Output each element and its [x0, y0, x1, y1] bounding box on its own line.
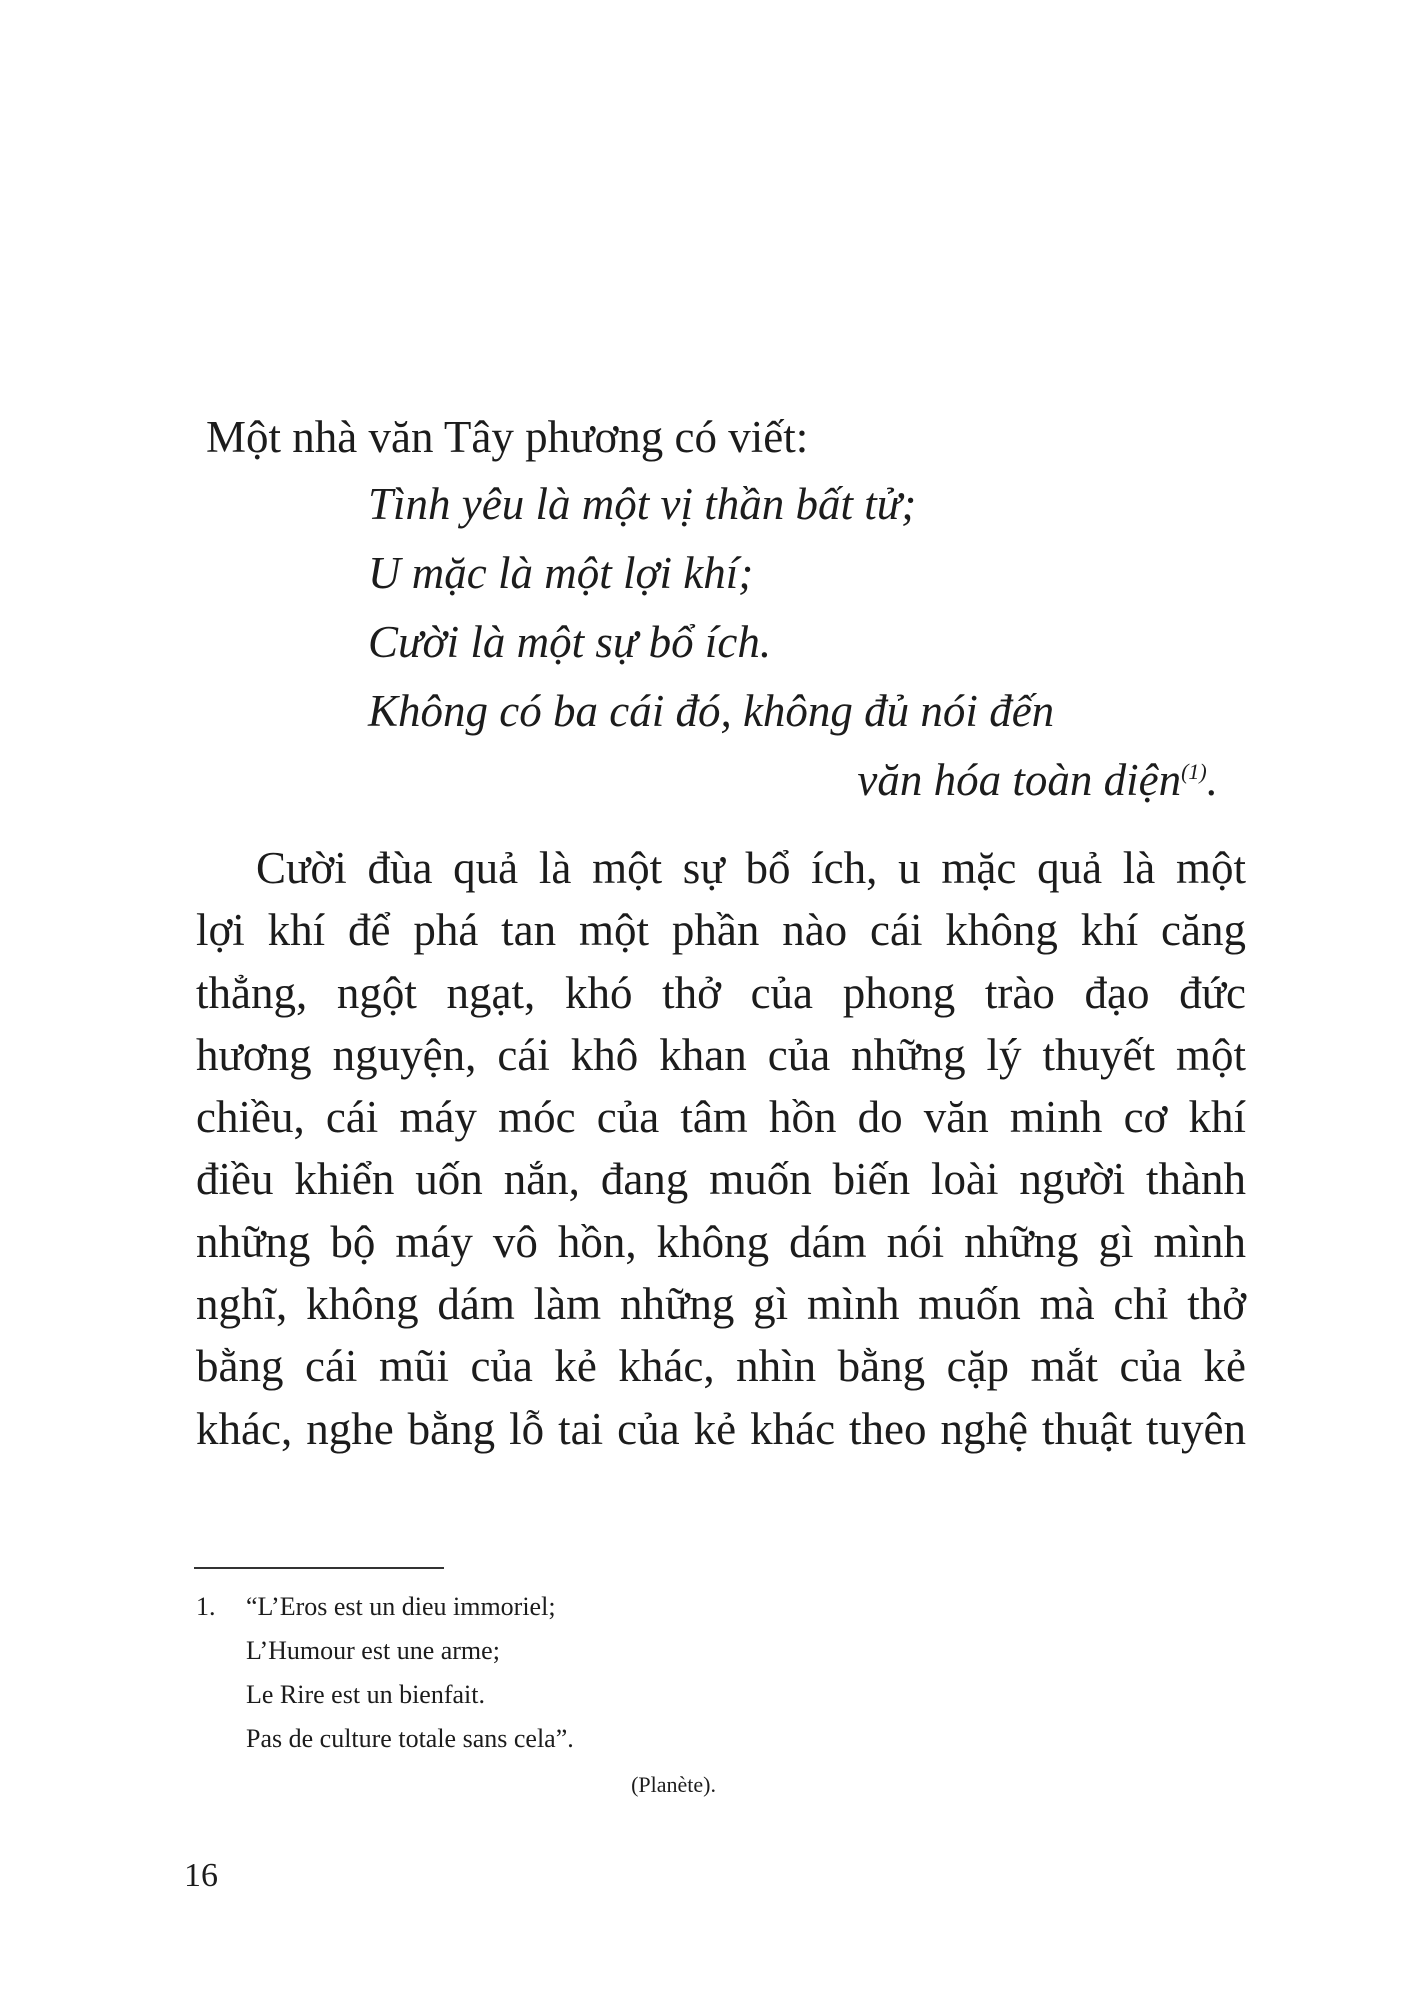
poem-line: U mặc là một lợi khí; — [368, 548, 754, 598]
paragraph-line: hương nguyện, cái khô khan của những lý thuyết một — [196, 1029, 1246, 1080]
paragraph-line: chiều, cái máy móc của tâm hồn do văn minh cơ khí — [196, 1092, 1246, 1143]
poem-last-line-end: . — [1206, 755, 1218, 805]
page-number: 16 — [184, 1857, 218, 1894]
paragraph-line: thẳng, ngột ngạt, khó thở của phong trào đạo đức — [196, 967, 1246, 1018]
footnote-number: 1. — [196, 1592, 216, 1621]
footnote-source: (Planète). — [631, 1772, 716, 1797]
poem-last-line — [368, 746, 1228, 815]
footnote-divider — [194, 1567, 444, 1569]
poem-last-line-text: văn hóa toàn diện — [857, 755, 1182, 805]
footnote-line: Pas de culture totale sans cela”. — [246, 1724, 574, 1753]
paragraph-line: lợi khí để phá tan một phần nào cái không khí căng — [196, 905, 1246, 956]
footnote-line: “L’Eros est un dieu immoriel; — [246, 1592, 556, 1621]
paragraph-line: nghĩ, không dám làm những gì mình muốn mà chỉ thở — [196, 1279, 1246, 1330]
intro-line: Một nhà văn Tây phương có viết: — [206, 412, 809, 462]
poem-quote — [368, 470, 1228, 815]
paragraph-line: điều khiển uốn nắn, đang muốn biến loài người thành — [196, 1154, 1246, 1205]
footnote-reference: (1) — [1181, 759, 1207, 784]
paragraph-line: những bộ máy vô hồn, không dám nói những gì mình — [196, 1216, 1246, 1267]
poem-line: Tình yêu là một vị thần bất tử; — [368, 479, 917, 529]
body-paragraph — [196, 837, 1246, 1460]
footnote-line: L’Humour est une arme; — [246, 1636, 500, 1665]
poem-line: Không có ba cái đó, không đủ nói đến — [368, 686, 1055, 736]
paragraph-line: khác, nghe bằng lỗ tai của kẻ khác theo nghệ thuật tuyên — [196, 1403, 1246, 1454]
paragraph-line: bằng cái mũi của kẻ khác, nhìn bằng cặp mắt của kẻ — [196, 1341, 1246, 1392]
footnote-line: Le Rire est un bienfait. — [246, 1680, 485, 1709]
paragraph-line: Cười đùa quả là một sự bổ ích, u mặc quả là một — [256, 843, 1246, 893]
footnote-quote — [246, 1585, 716, 1807]
poem-line: Cười là một sự bổ ích. — [368, 617, 772, 667]
